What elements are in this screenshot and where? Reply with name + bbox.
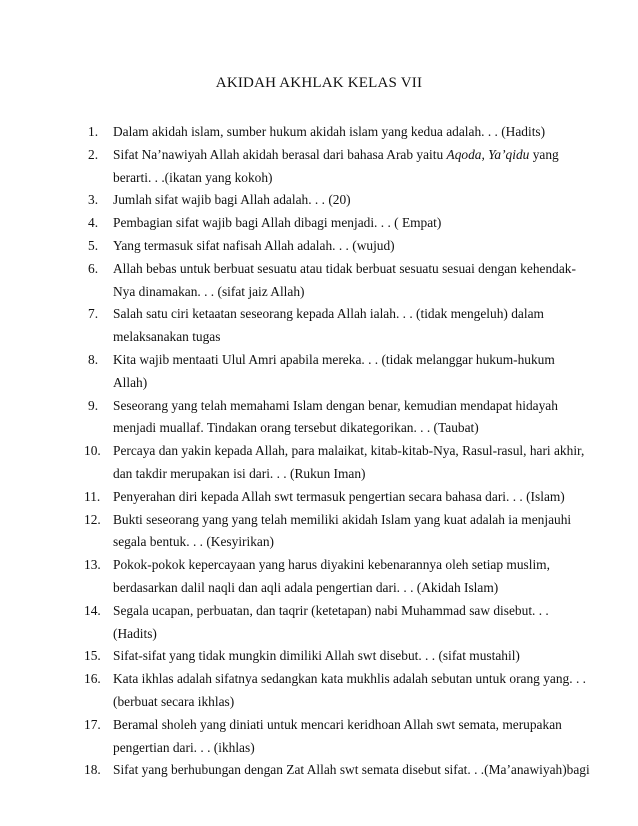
question-text: Penyerahan diri kepada Allah swt termasuk pengertian secara bahasa dari. . . (Islam) xyxy=(113,488,565,504)
question-text: segala bentuk. . . (Kesyirikan) xyxy=(113,534,275,550)
question-number: 11. xyxy=(84,488,101,504)
question-text: Pokok-pokok kepercayaan yang harus diyakini kebenarannya oleh setiap muslim, xyxy=(113,557,550,573)
question-text: (berbuat secara ikhlas) xyxy=(113,693,235,709)
question-number: 12. xyxy=(84,511,101,527)
question-item xyxy=(84,440,585,486)
question-text: Dalam akidah islam, sumber hukum akidah islam yang kedua adalah. . . (Hadits) xyxy=(113,124,546,139)
question-text: Segala ucapan, perbuatan, dan taqrir (ketetapan) nabi Muhammad saw disebut. . . xyxy=(113,602,549,618)
question-text: berarti. . .(ikatan yang kokoh) xyxy=(113,169,273,185)
question-text: Kata ikhlas adalah sifatnya sedangkan kata mukhlis adalah sebutan untuk orang yang. . . xyxy=(113,671,586,687)
question-number: 10. xyxy=(84,443,101,459)
question-item xyxy=(88,212,568,235)
question-text: Jumlah sifat wajib bagi Allah adalah. . . (20) xyxy=(113,192,351,208)
question-text: Pembagian sifat wajib bagi Allah dibagi menjadi. . . ( Empat) xyxy=(113,215,442,231)
question-item xyxy=(84,645,568,668)
question-item xyxy=(88,189,568,212)
question-text: pengertian dari. . . (ikhlas) xyxy=(113,739,255,755)
question-number: 6. xyxy=(88,260,99,276)
question-text: Seseorang yang telah memahami Islam dengan benar, kemudian mendapat hidayah xyxy=(113,397,558,413)
page-title: AKIDAH AKHLAK KELAS VII xyxy=(215,75,423,91)
question-number: 5. xyxy=(88,237,99,253)
question-item xyxy=(84,668,586,714)
question-number: 2. xyxy=(88,146,99,162)
question-text: melaksanakan tugas xyxy=(113,329,221,345)
question-item xyxy=(88,235,568,258)
question-item xyxy=(84,759,590,782)
question-text: Nya dinamakan. . . (sifat jaiz Allah) xyxy=(113,283,305,299)
question-text: Salah satu ciri ketaatan seseorang kepada Allah ialah. . . (tidak mengeluh) dalam xyxy=(113,306,544,322)
question-text: Kita wajib mentaati Ulul Amri apabila mereka. . . (tidak melanggar hukum-hukum xyxy=(113,351,555,367)
question-text: menjadi muallaf. Tindakan orang tersebut dikategorikan. . . (Taubat) xyxy=(113,420,479,436)
question-number: 8. xyxy=(88,351,99,367)
question-item xyxy=(84,600,568,646)
question-text xyxy=(113,144,568,167)
question-text: Sifat yang berhubungan dengan Zat Allah swt semata disebut sifat. . .(Ma’anawiyah)bagi xyxy=(113,762,590,778)
italic-term: Aqoda, Ya’qidu xyxy=(446,146,530,162)
question-item xyxy=(88,303,568,349)
question-item xyxy=(84,714,568,760)
question-number: 17. xyxy=(84,716,101,732)
question-item xyxy=(88,349,568,395)
question-number: 3. xyxy=(88,192,99,208)
question-item xyxy=(88,395,568,441)
question-item xyxy=(88,121,568,144)
question-number: 9. xyxy=(88,397,99,413)
question-number: 18. xyxy=(84,762,101,778)
question-text: Bukti seseorang yang yang telah memiliki akidah Islam yang kuat adalah ia menjauhi xyxy=(113,511,572,527)
question-number: 14. xyxy=(84,602,101,618)
question-text: berdasarkan dalil naqli dan aqli adala pengertian dari. . . (Akidah Islam) xyxy=(113,579,499,595)
question-item xyxy=(88,258,576,304)
question-text: Percaya dan yakin kepada Allah, para malaikat, kitab-kitab-Nya, Rasul-rasul, hari akhir, xyxy=(113,443,585,459)
question-number: 7. xyxy=(88,306,99,322)
question-list xyxy=(84,121,590,782)
question-number: 15. xyxy=(84,648,101,664)
question-number: 1. xyxy=(88,124,99,139)
question-item xyxy=(84,554,568,600)
question-item xyxy=(84,509,572,555)
question-text: Allah bebas untuk berbuat sesuatu atau tidak berbuat sesuatu sesuai dengan kehendak- xyxy=(113,260,576,276)
question-text: dan takdir merupakan isi dari. . . (Rukun Iman) xyxy=(113,465,366,481)
question-text: Sifat-sifat yang tidak mungkin dimiliki Allah swt disebut. . . (sifat mustahil) xyxy=(113,648,520,664)
question-text-part: Sifat Na’nawiyah Allah akidah berasal dari bahasa Arab yaitu xyxy=(113,146,447,162)
question-number: 4. xyxy=(88,215,99,231)
question-item xyxy=(88,144,568,190)
question-text: Allah) xyxy=(113,374,148,390)
question-text: Yang termasuk sifat nafisah Allah adalah. . . (wujud) xyxy=(113,237,395,253)
question-number: 13. xyxy=(84,557,101,573)
question-text: Beramal sholeh yang diniati untuk mencari keridhoan Allah swt semata, merupakan xyxy=(113,716,562,732)
question-number: 16. xyxy=(84,671,101,687)
question-text-part: yang xyxy=(529,146,559,162)
question-item xyxy=(84,486,568,509)
question-text: (Hadits) xyxy=(113,625,157,641)
